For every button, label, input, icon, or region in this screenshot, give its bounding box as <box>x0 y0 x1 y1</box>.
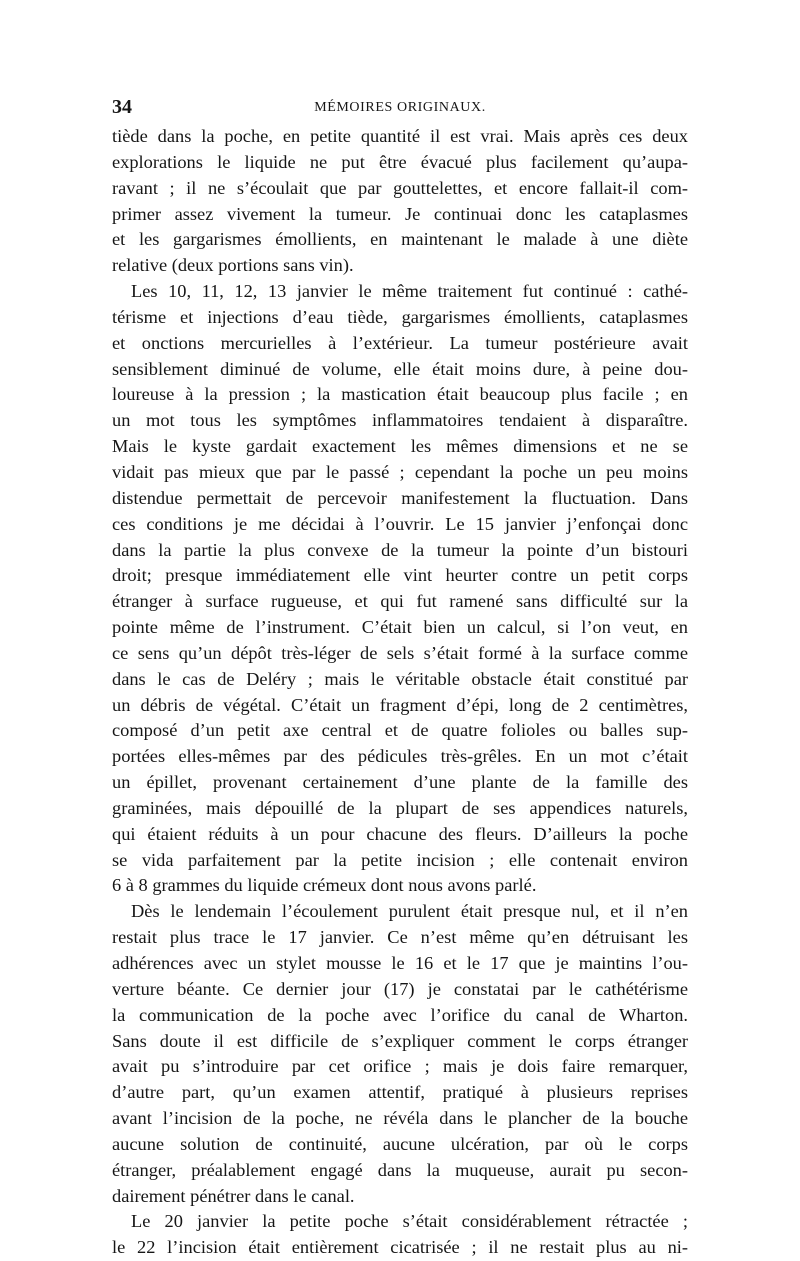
text-line: graminées, mais dépouillé de la plupart de ses appendices naturels, <box>112 797 688 818</box>
text-line: dans le cas de Deléry ; mais le véritable obstacle était constitué par <box>112 668 688 689</box>
text-line: le 22 l’incision était entièrement cicatrisée ; il ne restait plus au ni- <box>112 1237 688 1258</box>
text-line: un épillet, provenant certainement d’une plante de la famille des <box>112 772 688 793</box>
text-line: Dès le lendemain l’écoulement purulent était presque nul, et il n’en <box>131 901 688 922</box>
text-line: sensiblement diminué de volume, elle était moins dure, à peine dou- <box>112 358 688 379</box>
text-line: qui étaient réduits à un pour chacune des fleurs. D’ailleurs la poche <box>112 823 688 844</box>
body-text <box>112 124 688 1261</box>
text-line: un débris de végétal. C’était un fragment d’épi, long de 2 centimètres, <box>112 694 688 715</box>
text-line: vidait pas mieux que par le passé ; cependant la poche un peu moins <box>112 461 688 482</box>
text-line: droit; presque immédiatement elle vint heurter contre un petit corps <box>112 565 688 586</box>
page-header <box>112 96 688 122</box>
text-line: explorations le liquide ne put être évacué plus facilement qu’aupa- <box>112 151 688 172</box>
text-line: d’autre part, qu’un examen attentif, pratiqué à plusieurs reprises <box>112 1082 688 1103</box>
text-line: la communication de la poche avec l’orifice du canal de Wharton. <box>112 1004 688 1025</box>
text-line: relative (deux portions sans vin). <box>112 255 354 276</box>
text-line: adhérences avec un stylet mousse le 16 et le 17 que je maintins l’ou- <box>112 953 688 973</box>
text-line: ce sens qu’un dépôt très-léger de sels s’était formé à la surface comme <box>112 642 688 663</box>
text-line: ravant ; il ne s’écoulait que par gouttelettes, et encore fallait-il com- <box>112 177 688 198</box>
text-line: verture béante. Ce dernier jour (17) je constatai par le cathétérisme <box>112 978 688 999</box>
text-line: étranger, préalablement engagé dans la muqueuse, aurait pu secon- <box>112 1159 688 1180</box>
text-line: dans la partie la plus convexe de la tumeur la pointe d’un bistouri <box>112 539 688 560</box>
book-page <box>112 96 688 1261</box>
text-line: et les gargarismes émollients, en maintenant le malade à une diète <box>112 229 688 250</box>
text-line: térisme et injections d’eau tiède, gargarismes émollients, cataplasmes <box>112 306 688 327</box>
text-line: Les 10, 11, 12, 13 janvier le même traitement fut continué : cathé- <box>131 281 688 302</box>
text-line: étranger à surface rugueuse, et qui fut ramené sans difficulté sur la <box>112 591 688 612</box>
text-line: distendue permettait de percevoir manifestement la fluctuation. Dans <box>112 487 688 508</box>
text-line: primer assez vivement la tumeur. Je continuai donc les cataplasmes <box>112 203 688 224</box>
text-line: portées elles-mêmes par des pédicules très-grêles. En un mot c’était <box>112 746 688 767</box>
text-line: loureuse à la pression ; la mastication était beaucoup plus facile ; en <box>112 384 688 405</box>
text-line: dairement pénétrer dans le canal. <box>112 1185 355 1206</box>
text-line: se vida parfaitement par la petite incision ; elle contenait environ <box>112 849 688 870</box>
text-line: composé d’un petit axe central et de quatre folioles ou balles sup- <box>112 720 688 741</box>
running-title: MÉMOIRES ORIGINAUX. <box>314 100 486 115</box>
text-line: avant l’incision de la poche, ne révéla dans le plancher de la bouche <box>112 1108 688 1129</box>
text-line: Mais le kyste gardait exactement les mêmes dimensions et ne se <box>112 436 688 457</box>
text-line: aucune solution de continuité, aucune ulcération, par où le corps <box>112 1133 688 1154</box>
text-line: 6 à 8 grammes du liquide crémeux dont nous avons parlé. <box>112 875 537 896</box>
text-line: et onctions mercurielles à l’extérieur. La tumeur postérieure avait <box>112 332 688 353</box>
text-line: ces conditions je me décidai à l’ouvrir. Le 15 janvier j’enfonçai donc <box>112 513 688 534</box>
text-line: un mot tous les symptômes inflammatoires tendaient à disparaître. <box>112 410 688 431</box>
page-number: 34 <box>112 96 132 118</box>
text-line: pointe même de l’instrument. C’était bien un calcul, si l’on veut, en <box>112 617 688 638</box>
text-line: tiède dans la poche, en petite quantité il est vrai. Mais après ces deux <box>112 126 688 146</box>
text-line: avait pu s’introduire par cet orifice ; mais je dois faire remarquer, <box>112 1056 688 1077</box>
text-line: Sans doute il est difficile de s’expliquer comment le corps étranger <box>112 1030 688 1051</box>
text-line: restait plus trace le 17 janvier. Ce n’est même qu’en détruisant les <box>112 927 688 948</box>
text-line: Le 20 janvier la petite poche s’était considérablement rétractée ; <box>131 1211 688 1232</box>
